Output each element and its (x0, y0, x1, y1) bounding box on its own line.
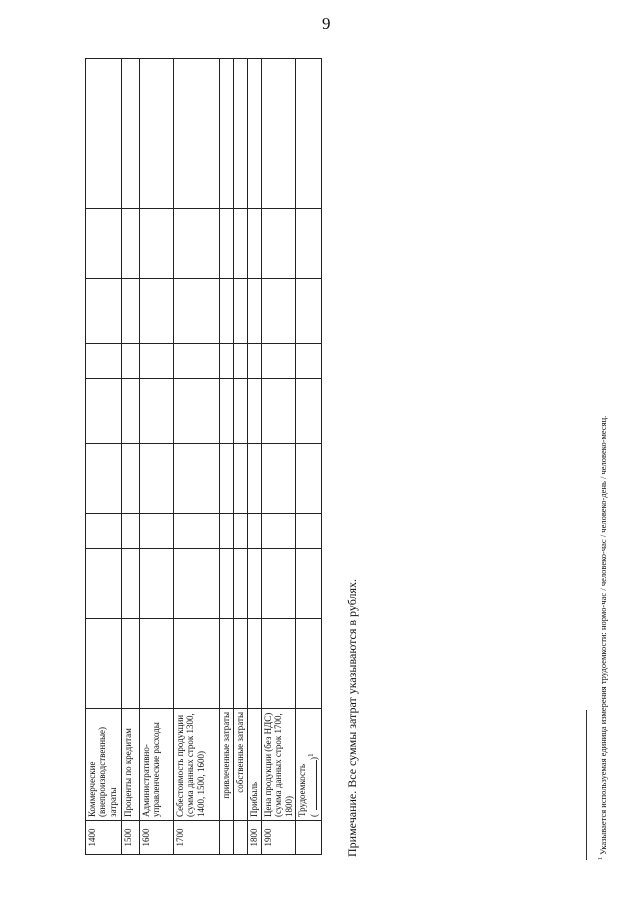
row-code (296, 821, 322, 855)
table-row (140, 59, 174, 855)
row-code: 1800 (248, 821, 262, 855)
footnote-mark: 1 (598, 857, 605, 860)
footnote-mark: 1 (306, 753, 316, 757)
row-name: Себестоимость продукции (сумма данных строк 1300, 1400, 1500, 1600) (174, 709, 220, 821)
table-row (262, 59, 296, 855)
row-name: Административно-управленческие расходы (140, 709, 174, 821)
row-code (234, 821, 248, 855)
row-code (220, 821, 234, 855)
row-name: Коммерческие (внепроизводственные) затраты (86, 709, 122, 821)
row-name: собственные затраты (234, 709, 248, 821)
rotated-table-container (85, 59, 320, 855)
row-name: Прибыль (248, 709, 262, 821)
table-row (174, 59, 220, 855)
cost-table (85, 58, 322, 855)
table-row (234, 59, 248, 855)
row-code: 1900 (262, 821, 296, 855)
unit-open-paren: ( (309, 810, 320, 817)
footnote-text: Указывается используемая единица измерения трудоемкости: нормо-час / человеко-час / человеко-день / человеко-месяц. (598, 415, 608, 855)
table-row (122, 59, 140, 855)
note-text: Примечание. Все суммы затрат указываются в рублях. (345, 578, 359, 857)
footnote-separator (586, 710, 587, 860)
row-code: 1400 (86, 821, 122, 855)
row-name: Цена продукции (без НДС) (сумма данных строк 1700, 1800) (262, 709, 296, 821)
row-name: Трудоемкость (297, 763, 308, 817)
table-row (86, 59, 122, 855)
row-code: 1600 (140, 821, 174, 855)
table-row (296, 59, 322, 855)
row-code: 1700 (174, 821, 220, 855)
row-labor-intensity (296, 709, 322, 821)
row-code: 1500 (122, 821, 140, 855)
table-row (248, 59, 262, 855)
page-number: 9 (322, 14, 331, 33)
row-name: привлеченные затраты (220, 709, 234, 821)
row-name: Проценты по кредитам (122, 709, 140, 821)
table-row (220, 59, 234, 855)
unit-close-paren: ) (309, 757, 320, 760)
footnote (598, 416, 608, 860)
